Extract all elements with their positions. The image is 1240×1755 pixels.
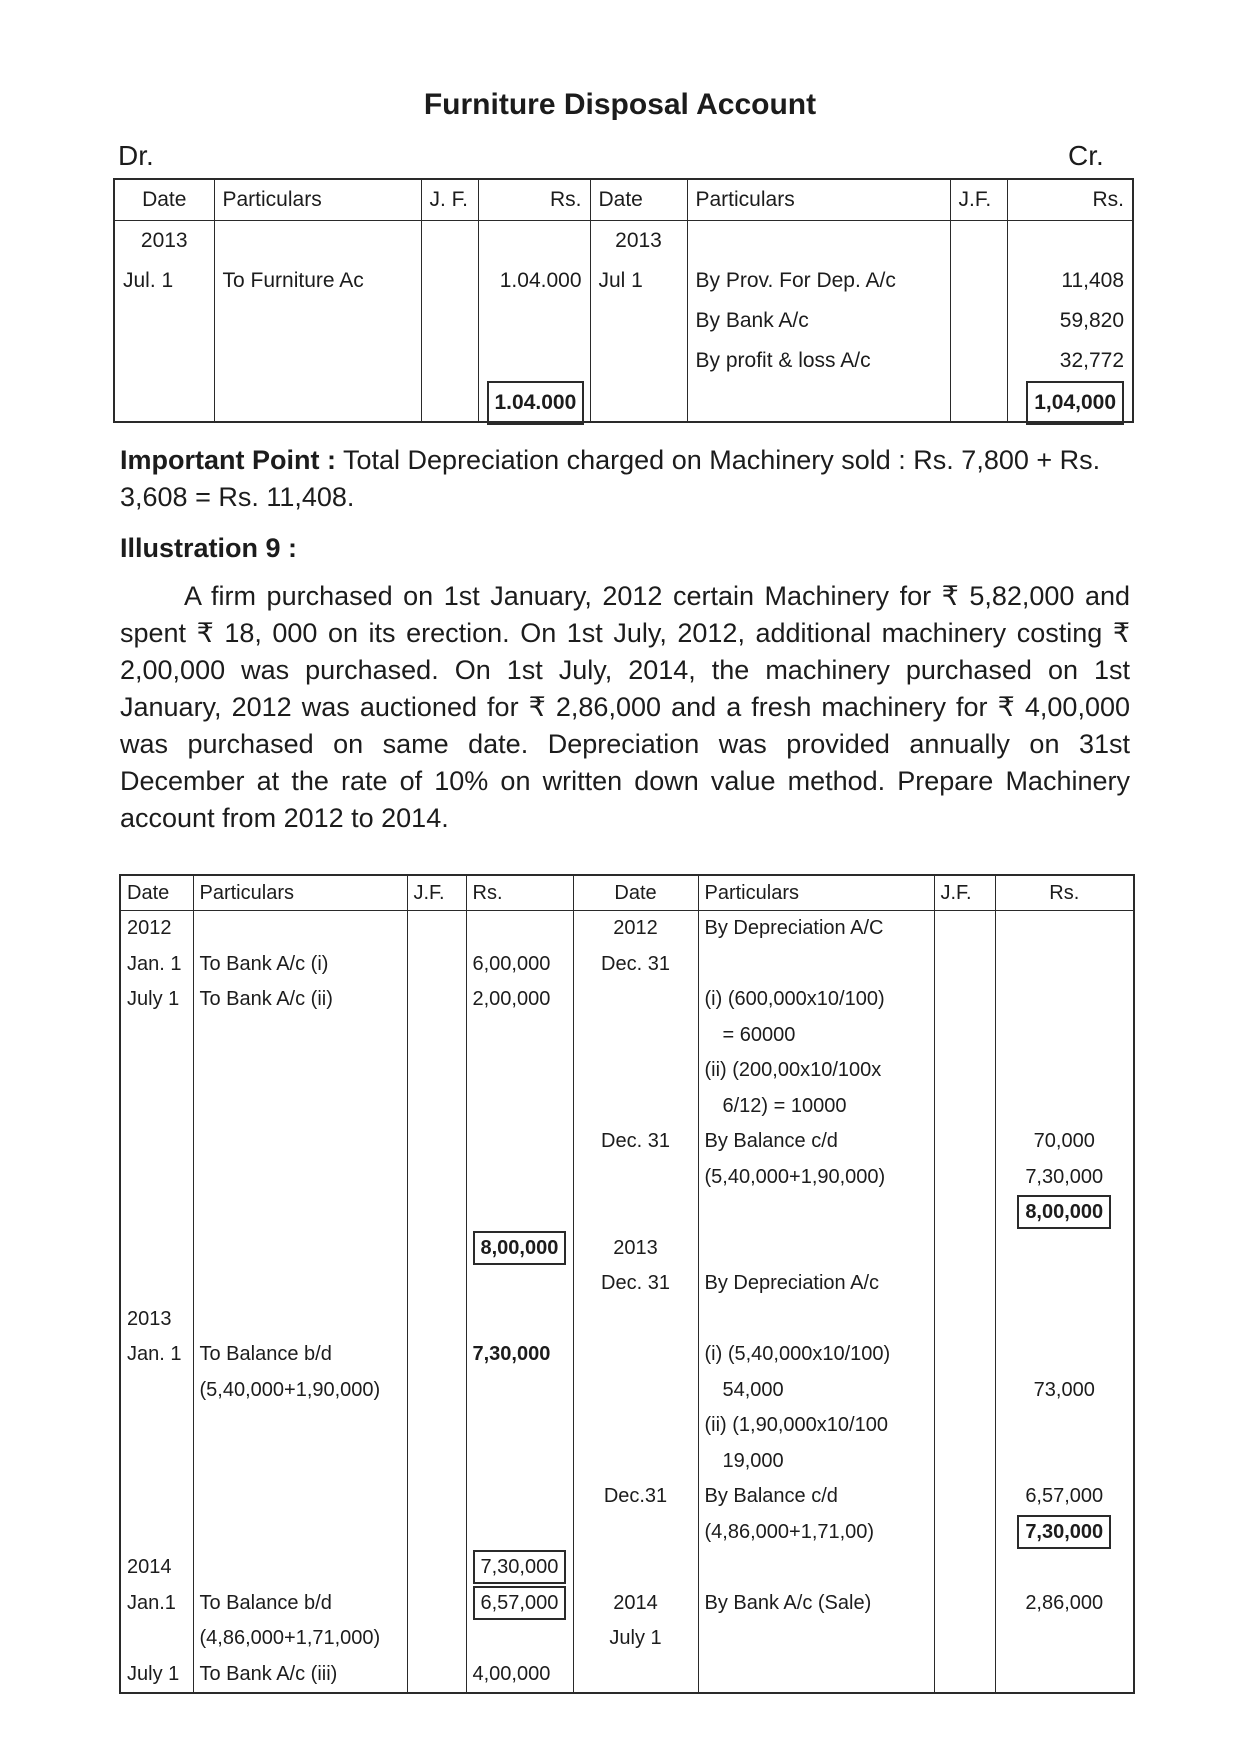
- credit-date-line: 2014: [613, 1591, 658, 1614]
- credit-amount: 11,408: [1061, 269, 1124, 292]
- debit-part-line: [200, 1231, 401, 1267]
- debit-amt-line: 2,00,000: [472, 988, 551, 1010]
- header-rs: Rs.: [478, 179, 590, 221]
- credit-date-cell: [573, 911, 698, 1694]
- header-rs: Rs.: [1007, 179, 1133, 221]
- debit-particulars-cell: [193, 911, 407, 1694]
- debit-date-line: [127, 1195, 187, 1231]
- credit-date-line: Dec. 31: [601, 952, 670, 975]
- credit-part-line: [705, 1550, 928, 1586]
- debit-date-line: 2012: [127, 917, 172, 939]
- debit-date-line: [127, 1444, 187, 1480]
- credit-part-line: By Balance c/d: [704, 1485, 838, 1507]
- credit-part-line: By Depreciation A/C: [704, 917, 884, 939]
- header-jf: J.F.: [407, 875, 466, 911]
- debit-amt-line: [473, 1266, 567, 1302]
- credit-amt-line: 73,000: [1033, 1378, 1095, 1401]
- table-header-row: [114, 179, 1133, 221]
- debit-total: 1.04.000: [487, 381, 585, 425]
- debit-part-line: [200, 1266, 401, 1302]
- header-date: Date: [573, 875, 698, 911]
- credit-date-line: [580, 1444, 692, 1480]
- credit-part-line: [705, 1302, 928, 1338]
- credit-part-line: [705, 947, 928, 983]
- debit-part-line: To Balance b/d: [199, 1343, 332, 1365]
- header-particulars: Particulars: [193, 875, 407, 911]
- debit-part-line: [200, 1515, 401, 1551]
- debit-date-line: July 1: [127, 988, 180, 1010]
- debit-amt-line: [473, 1408, 567, 1444]
- table-row: [114, 221, 1133, 423]
- debit-amt-line: [473, 1444, 567, 1480]
- debit-amt-line: [473, 1160, 567, 1196]
- credit-total: 1,04,000: [1026, 381, 1124, 425]
- credit-amt-line: [1002, 1089, 1128, 1125]
- boxed-total: 8,00,000: [473, 1231, 567, 1265]
- credit-date-line: Dec.31: [603, 1485, 668, 1507]
- header-particulars: Particulars: [214, 179, 421, 221]
- credit-date-line: [580, 1053, 692, 1089]
- credit-part-line: 54,000: [722, 1378, 784, 1401]
- credit-date-line: [580, 982, 692, 1018]
- debit-part-line: [200, 911, 401, 947]
- debit-part-line: [200, 1195, 401, 1231]
- debit-date-line: [127, 1124, 187, 1160]
- debit-amount-cell: [466, 911, 573, 1694]
- debit-date-line: [127, 1231, 187, 1267]
- credit-amt-line: [1002, 1337, 1128, 1373]
- credit-date-line: Dec. 31: [601, 1272, 670, 1294]
- credit-part-line: 6/12) = 10000: [722, 1094, 847, 1117]
- credit-amt-line: 6,57,000: [1025, 1485, 1104, 1507]
- debit-part-line: [200, 1408, 401, 1444]
- furniture-disposal-table: [113, 178, 1134, 423]
- credit-date-line: [580, 1373, 692, 1409]
- table-row: [120, 911, 1134, 1694]
- important-point-text: Total Depreciation charged on Machinery sold : Rs. 7,800 + Rs. 3,608 = Rs. 11,408.: [120, 445, 1101, 512]
- credit-part-line: (ii) (1,90,000x10/100: [704, 1414, 888, 1436]
- credit-part-line: By Balance c/d: [704, 1130, 838, 1152]
- header-rs: Rs.: [995, 875, 1134, 911]
- debit-amt-line: [473, 1515, 567, 1551]
- credit-date-cell: [590, 221, 687, 423]
- credit-date-line: July 1: [609, 1627, 662, 1649]
- debit-part-line: [200, 1160, 401, 1196]
- credit-particulars-cell: [698, 911, 934, 1694]
- credit-amt-line: [1002, 911, 1128, 947]
- credit-part-line: [705, 1657, 928, 1693]
- debit-date-line: [127, 1018, 187, 1054]
- credit-year: 2013: [615, 229, 662, 252]
- credit-part-line: = 60000: [722, 1023, 796, 1046]
- debit-amt-line: 7,30,000: [472, 1343, 551, 1365]
- debit-date-line: [127, 1515, 187, 1551]
- credit-amt-line: [1002, 1053, 1128, 1089]
- credit-particular: By Bank A/c: [695, 309, 809, 332]
- credit-amt-line: [1002, 1195, 1128, 1231]
- credit-date-line: [580, 1337, 692, 1373]
- credit-amt-line: [1002, 1657, 1128, 1693]
- credit-date-line: [580, 1550, 692, 1586]
- debit-date-line: 2013: [127, 1307, 172, 1330]
- debit-amt-line: 4,00,000: [472, 1662, 551, 1685]
- debit-date-line: [127, 1373, 187, 1409]
- credit-date-line: [580, 1515, 692, 1551]
- header-particulars: Particulars: [698, 875, 934, 911]
- debit-date-line: [127, 1266, 187, 1302]
- header-date: Date: [590, 179, 687, 221]
- debit-jf-cell: [421, 221, 478, 423]
- credit-date-line: [580, 1195, 692, 1231]
- important-point-label: Important Point :: [120, 445, 336, 475]
- debit-date-line: [127, 1408, 187, 1444]
- debit-date-line: Jan.1: [127, 1591, 176, 1614]
- debit-date-line: Jan. 1: [127, 1343, 182, 1365]
- credit-jf-cell: [934, 911, 995, 1694]
- credit-amt-line: [1002, 1302, 1128, 1338]
- machinery-account-table: [119, 874, 1135, 1694]
- credit-date-line: [580, 1018, 692, 1054]
- debit-date-line: [127, 1160, 187, 1196]
- boxed-total: 7,30,000: [1017, 1515, 1111, 1549]
- debit-part-line: [200, 1479, 401, 1515]
- table-header-row: [120, 875, 1134, 911]
- debit-amt-line: [473, 1373, 567, 1409]
- debit-amt-line: [473, 1302, 567, 1338]
- credit-date-line: [580, 1160, 692, 1196]
- credit-amt-line: [1002, 947, 1128, 983]
- boxed-total: 8,00,000: [1017, 1195, 1111, 1229]
- boxed-total: 7,30,000: [473, 1550, 567, 1584]
- debit-amount-cell: [478, 221, 590, 423]
- debit-part-line: [200, 1550, 401, 1586]
- debit-date-cell: [114, 221, 214, 423]
- debit-date-line: [127, 1479, 187, 1515]
- debit-date-line: [127, 1089, 187, 1125]
- header-rs: Rs.: [466, 875, 573, 911]
- debit-amt-line: [473, 1621, 567, 1657]
- credit-amount-cell: [995, 911, 1134, 1694]
- debit-amt-line: 6,00,000: [472, 952, 551, 975]
- debit-date-line: Jan. 1: [127, 952, 182, 975]
- credit-amt-line: [1002, 1408, 1128, 1444]
- header-date: Date: [120, 875, 193, 911]
- credit-date-line: 2012: [613, 917, 658, 939]
- debit-part-line: [200, 1053, 401, 1089]
- debit-particular: To Furniture Ac: [222, 269, 364, 292]
- debit-amt-line: [473, 911, 567, 947]
- credit-amt-line: [1002, 982, 1128, 1018]
- credit-particular: By Prov. For Dep. A/c: [695, 269, 896, 292]
- credit-amt-line: 7,30,000: [1025, 1165, 1104, 1188]
- debit-part-line: [200, 1444, 401, 1480]
- important-point: [120, 442, 1130, 516]
- credit-amount-cell: [1007, 221, 1133, 423]
- illustration-text: A firm purchased on 1st January, 2012 certain Machinery for ₹ 5,82,000 and spent ₹ 18, 000 on its erection. On 1st July, 2012, additional machinery costing ₹ 2,00,000 was purchased. On 1st July, 2014, the machinery purchased on 1st January, 2012 was auctioned for ₹ 2,86,000 and a fresh machinery for ₹ 4,00,000 was purchased on same date. Depreciation was provided annually on 31st December at the rate of 10% on written down value method. Prepare Machinery account from 2012 to 2014.: [120, 581, 1130, 833]
- credit-date-line: [580, 1089, 692, 1125]
- credit-particulars-cell: [687, 221, 950, 423]
- debit-amt-line: [473, 1479, 567, 1515]
- credit-date-line: Dec. 31: [601, 1130, 670, 1152]
- debit-date-cell: [120, 911, 193, 1694]
- illustration-heading: Illustration 9 :: [120, 533, 298, 563]
- debit-amount: 1.04.000: [499, 269, 582, 292]
- credit-amount: 32,772: [1059, 349, 1124, 372]
- debit-part-line: [200, 1089, 401, 1125]
- header-jf: J. F.: [421, 179, 478, 221]
- boxed-total: 6,57,000: [473, 1586, 567, 1620]
- debit-amt-line: [473, 1550, 567, 1586]
- header-jf: J.F.: [934, 875, 995, 911]
- debit-date-line: 2014: [127, 1556, 172, 1578]
- credit-part-line: [705, 1195, 928, 1231]
- credit-part-line: (5,40,000+1,90,000): [704, 1165, 886, 1188]
- credit-amt-line: [1002, 1621, 1128, 1657]
- debit-amt-line: [473, 1124, 567, 1160]
- credit-amt-line: [1002, 1231, 1128, 1267]
- debit-jf-cell: [407, 911, 466, 1694]
- debit-amt-line: [473, 1231, 567, 1267]
- credit-amt-line: [1002, 1266, 1128, 1302]
- debit-part-line: To Balance b/d: [199, 1591, 332, 1614]
- credit-part-line: 19,000: [722, 1449, 784, 1472]
- debit-date-line: [127, 1053, 187, 1089]
- cr-label: Cr.: [1068, 140, 1104, 171]
- debit-particulars-cell: [214, 221, 421, 423]
- credit-part-line: (i) (600,000x10/100): [704, 988, 885, 1010]
- credit-date-line: [580, 1302, 692, 1338]
- debit-part-line: [200, 1302, 401, 1338]
- credit-particular: By profit & loss A/c: [695, 349, 871, 372]
- credit-amt-line: [1002, 1444, 1128, 1480]
- debit-amt-line: [473, 1089, 567, 1125]
- disposal-title: Furniture Disposal Account: [423, 88, 817, 121]
- credit-amt-line: 70,000: [1033, 1130, 1095, 1152]
- credit-date-line: [580, 1408, 692, 1444]
- debit-part-line: To Bank A/c (iii): [199, 1662, 338, 1685]
- debit-date-line: July 1: [127, 1662, 180, 1685]
- dr-label: Dr.: [118, 140, 154, 171]
- debit-amt-line: [473, 1586, 567, 1622]
- credit-amt-line: [1002, 1550, 1128, 1586]
- debit-part-line: (5,40,000+1,90,000): [199, 1378, 381, 1401]
- credit-amt-line: 2,86,000: [1025, 1591, 1104, 1614]
- header-jf: J.F.: [950, 179, 1007, 221]
- header-particulars: Particulars: [687, 179, 950, 221]
- debit-amt-line: [473, 1018, 567, 1054]
- debit-date: Jul. 1: [123, 269, 174, 292]
- debit-part-line: (4,86,000+1,71,000): [199, 1627, 381, 1649]
- credit-date-line: [580, 1657, 692, 1693]
- debit-date-line: [127, 1621, 187, 1657]
- header-date: Date: [114, 179, 214, 221]
- credit-amt-line: [1002, 1515, 1128, 1551]
- credit-part-line: (ii) (200,00x10/100x: [704, 1059, 882, 1081]
- debit-year: 2013: [140, 229, 188, 252]
- credit-date: Jul 1: [598, 269, 643, 292]
- credit-date-line: 2013: [613, 1236, 658, 1259]
- debit-part-line: To Bank A/c (i): [199, 952, 329, 975]
- debit-part-line: [200, 1124, 401, 1160]
- debit-amt-line: [473, 1053, 567, 1089]
- credit-part-line: (4,86,000+1,71,00): [704, 1520, 875, 1543]
- credit-jf-cell: [950, 221, 1007, 423]
- credit-part-line: By Depreciation A/c: [704, 1272, 880, 1294]
- credit-part-line: [705, 1621, 928, 1657]
- credit-part-line: By Bank A/c (Sale): [704, 1591, 872, 1614]
- debit-part-line: [200, 1018, 401, 1054]
- credit-amount: 59,820: [1059, 309, 1124, 332]
- debit-part-line: To Bank A/c (ii): [199, 988, 333, 1010]
- credit-part-line: (i) (5,40,000x10/100): [704, 1343, 891, 1365]
- credit-amt-line: [1002, 1018, 1128, 1054]
- debit-amt-line: [473, 1195, 567, 1231]
- credit-part-line: [705, 1231, 928, 1267]
